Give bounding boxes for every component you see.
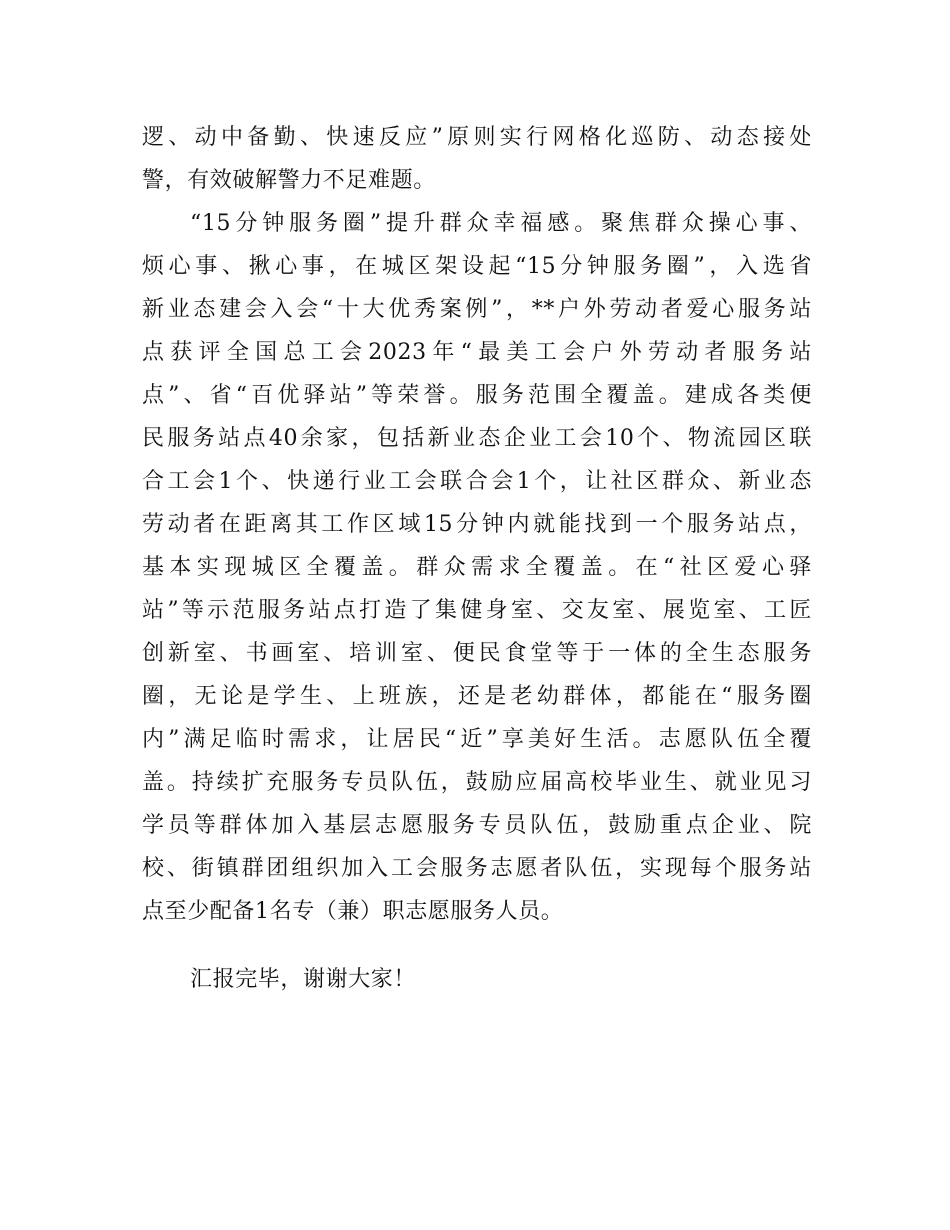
text-line: 站”等示范服务站点打造了集健身室、交友室、展览室、工匠 (142, 598, 812, 623)
text-line: “15分钟服务圈”提升群众幸福感。聚焦群众操心事、 (190, 211, 812, 236)
text-line: 学员等群体加入基层志愿服务专员队伍，鼓励重点企业、院 (142, 813, 812, 838)
text-line: 内”满足临时需求，让居民“近”享美好生活。志愿队伍全覆 (142, 727, 812, 752)
closing-line: 汇报完毕，谢谢大家！ (190, 967, 417, 992)
text-line: 盖。持续扩充服务专员队伍，鼓励应届高校毕业生、就业见习 (142, 770, 812, 795)
text-line: 点获评全国总工会2023年“最美工会户外劳动者服务站 (142, 340, 812, 365)
text-line: 校、街镇群团组织加入工会服务志愿者队伍，实现每个服务站 (142, 856, 812, 881)
text-line: 点至少配备1名专（兼）职志愿服务人员。 (142, 899, 564, 924)
text-line: 新业态建会入会“十大优秀案例”，**户外劳动者爱心服务站 (142, 297, 812, 322)
text-line: 点”、省“百优驿站”等荣誉。服务范围全覆盖。建成各类便 (142, 383, 812, 408)
text-line: 合工会1个、快递行业工会联合会1个，让社区群众、新业态 (142, 469, 812, 494)
text-line: 圈，无论是学生、上班族，还是老幼群体，都能在“服务圈 (142, 684, 812, 709)
text-line: 民服务站点40余家，包括新业态企业工会10个、物流园区联 (142, 426, 812, 451)
paragraph-service-circle (142, 202, 812, 933)
paragraph-closing (142, 958, 812, 1001)
text-line: 基本实现城区全覆盖。群众需求全覆盖。在“社区爱心驿 (142, 555, 812, 580)
text-line: 警，有效破解警力不足难题。 (142, 168, 436, 193)
paragraph-patrol (142, 116, 812, 202)
text-line: 烦心事、揪心事，在城区架设起“15分钟服务圈”，入选省 (142, 254, 812, 279)
text-line: 逻、动中备勤、快速反应”原则实行网格化巡防、动态接处 (142, 125, 812, 150)
text-line: 创新室、书画室、培训室、便民食堂等于一体的全生态服务 (142, 641, 812, 666)
text-line: 劳动者在距离其工作区域15分钟内就能找到一个服务站点， (142, 512, 812, 537)
